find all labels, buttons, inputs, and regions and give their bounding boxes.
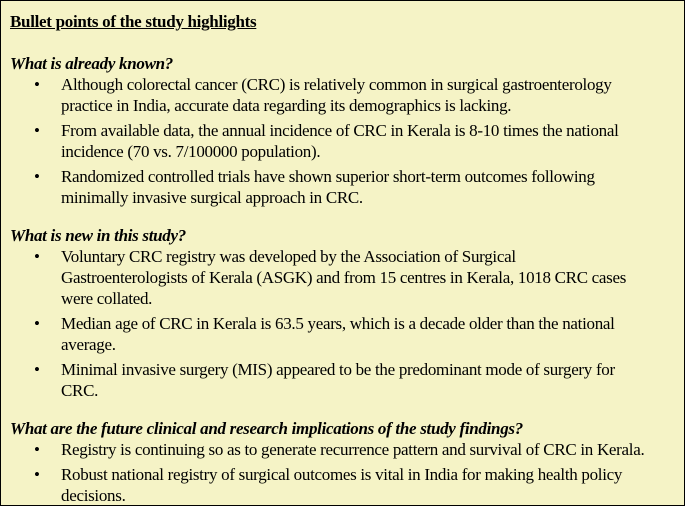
list-item-text: practice in India, accurate data regarding its demographics is lacking. (61, 96, 512, 115)
list-item-text: minimally invasive surgical approach in CRC. (61, 188, 363, 207)
list-item (10, 246, 684, 309)
list-item (10, 359, 684, 401)
section-heading: What is already known? (10, 54, 173, 73)
bullet-list (10, 74, 684, 208)
list-item-text: From available data, the annual incidence of CRC in Kerala is 8-10 times the national (61, 121, 619, 140)
bullet-icon: • (34, 440, 40, 459)
section-heading: What are the future clinical and research implications of the study findings? (10, 419, 523, 438)
bullet-list (10, 439, 684, 506)
list-item-text: Median age of CRC in Kerala is 63.5 years, which is a decade older than the national (61, 314, 615, 333)
list-item (10, 464, 684, 506)
list-item (10, 120, 684, 162)
list-item-text: decisions. (61, 486, 126, 505)
bullet-icon: • (34, 360, 40, 379)
bullet-icon: • (34, 465, 40, 484)
list-item (10, 313, 684, 355)
bullet-icon: • (34, 314, 40, 333)
list-item-text: Although colorectal cancer (CRC) is relatively common in surgical gastroenterology (61, 75, 612, 94)
list-item-text: Gastroenterologists of Kerala (ASGK) and from 15 centres in Kerala, 1018 CRC cases (61, 268, 627, 287)
list-item-text: Robust national registry of surgical outcomes is vital in India for making health policy (61, 465, 623, 484)
list-item (10, 74, 684, 116)
bullet-icon: • (34, 167, 40, 186)
section-heading: What is new in this study? (10, 226, 186, 245)
list-item-text: CRC. (61, 381, 99, 400)
list-item-text: Registry is continuing so as to generate recurrence pattern and survival of CRC in Kerala. (61, 440, 645, 459)
bullet-icon: • (34, 121, 40, 140)
document-title: Bullet points of the study highlights (10, 12, 257, 31)
list-item-text: incidence (70 vs. 7/100000 population). (61, 142, 321, 161)
list-item-text: Voluntary CRC registry was developed by the Association of Surgical (61, 247, 516, 266)
list-item-text: Minimal invasive surgery (MIS) appeared to be the predominant mode of surgery for (61, 360, 615, 379)
list-item (10, 439, 684, 460)
highlight-section (10, 225, 684, 401)
highlight-section (10, 418, 684, 506)
list-item-text: Randomized controlled trials have shown superior short-term outcomes following (61, 167, 595, 186)
list-item-text: were collated. (61, 289, 153, 308)
bullet-icon: • (34, 75, 40, 94)
list-item (10, 166, 684, 208)
bullet-icon: • (34, 247, 40, 266)
highlight-section (10, 53, 684, 208)
list-item-text: average. (61, 335, 116, 354)
bullet-list (10, 246, 684, 401)
